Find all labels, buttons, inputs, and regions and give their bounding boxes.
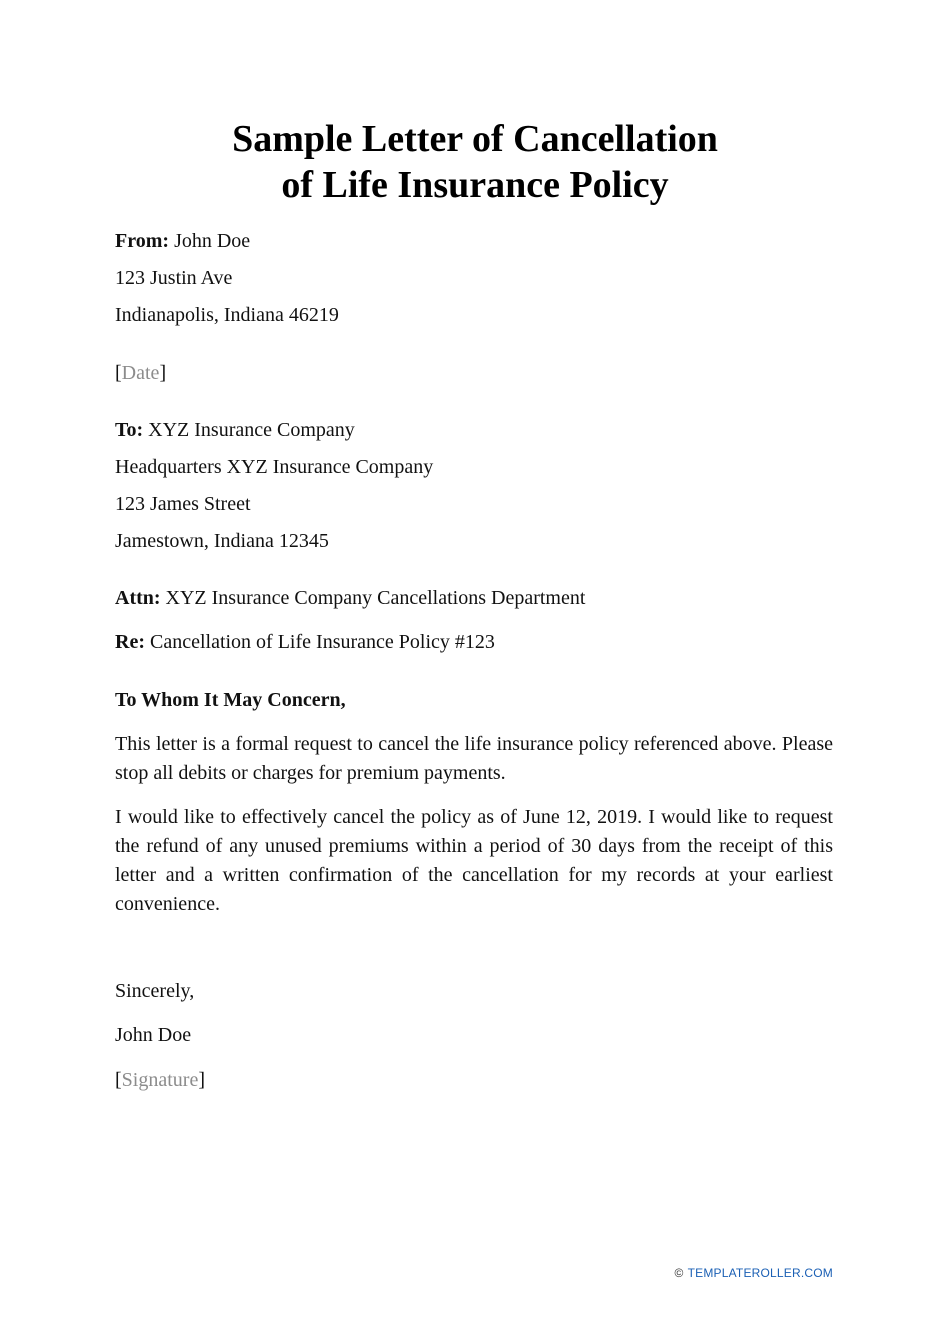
attn-value: XYZ Insurance Company Cancellations Department <box>165 587 586 609</box>
from-label: From: <box>115 230 170 252</box>
recipient-city: Jamestown, Indiana 12345 <box>115 530 329 552</box>
recipient-name: XYZ Insurance Company <box>148 419 355 441</box>
sender-line <box>115 229 250 253</box>
signature-placeholder <box>115 1068 205 1092</box>
date-bracket-open: [ <box>115 362 122 384</box>
salutation <box>115 688 346 712</box>
sender-name: John Doe <box>174 230 251 252</box>
footer-site-link[interactable]: TEMPLATEROLLER.COM <box>687 1266 833 1280</box>
signature-placeholder-text: Signature <box>121 1069 199 1091</box>
re-line <box>115 630 495 654</box>
sender-city: Indianapolis, Indiana 46219 <box>115 304 339 326</box>
re-value: Cancellation of Life Insurance Policy #123 <box>149 631 495 653</box>
signature-bracket-close: ] <box>198 1069 205 1091</box>
title-line-1: Sample Letter of Cancellation <box>232 118 718 160</box>
body-paragraph-1: This letter is a formal request to cancel the life insurance policy referenced above. Please stop all debits or charges for premium payments. <box>115 733 833 784</box>
body-paragraph-2: I would like to effectively cancel the policy as of June 12, 2019. I would like to request the refund of any unused premiums within a period of 30 days from the receipt of this letter and a written confirmation of the cancellation for my records at your earliest convenience. <box>115 806 833 915</box>
attn-line <box>115 586 585 610</box>
title-line-2: of Life Insurance Policy <box>281 164 669 206</box>
copyright-symbol: © <box>674 1266 684 1280</box>
recipient-dept: Headquarters XYZ Insurance Company <box>115 456 434 478</box>
to-label: To: <box>115 419 144 441</box>
date-bracket-close: ] <box>159 362 167 384</box>
valediction: Sincerely, <box>115 980 195 1002</box>
closing-name: John Doe <box>115 1024 192 1046</box>
recipient-street: 123 James Street <box>115 493 251 515</box>
salutation-text: To Whom It May Concern, <box>115 689 346 711</box>
date-placeholder-text: Date <box>121 362 160 384</box>
signature-bracket-open: [ <box>115 1069 122 1091</box>
sender-street: 123 Justin Ave <box>115 267 233 289</box>
attn-label: Attn: <box>115 587 161 609</box>
document-title <box>0 116 950 208</box>
recipient-line <box>115 418 355 442</box>
date-placeholder <box>115 361 166 385</box>
footer-credit <box>675 1266 833 1280</box>
re-label: Re: <box>115 631 145 653</box>
